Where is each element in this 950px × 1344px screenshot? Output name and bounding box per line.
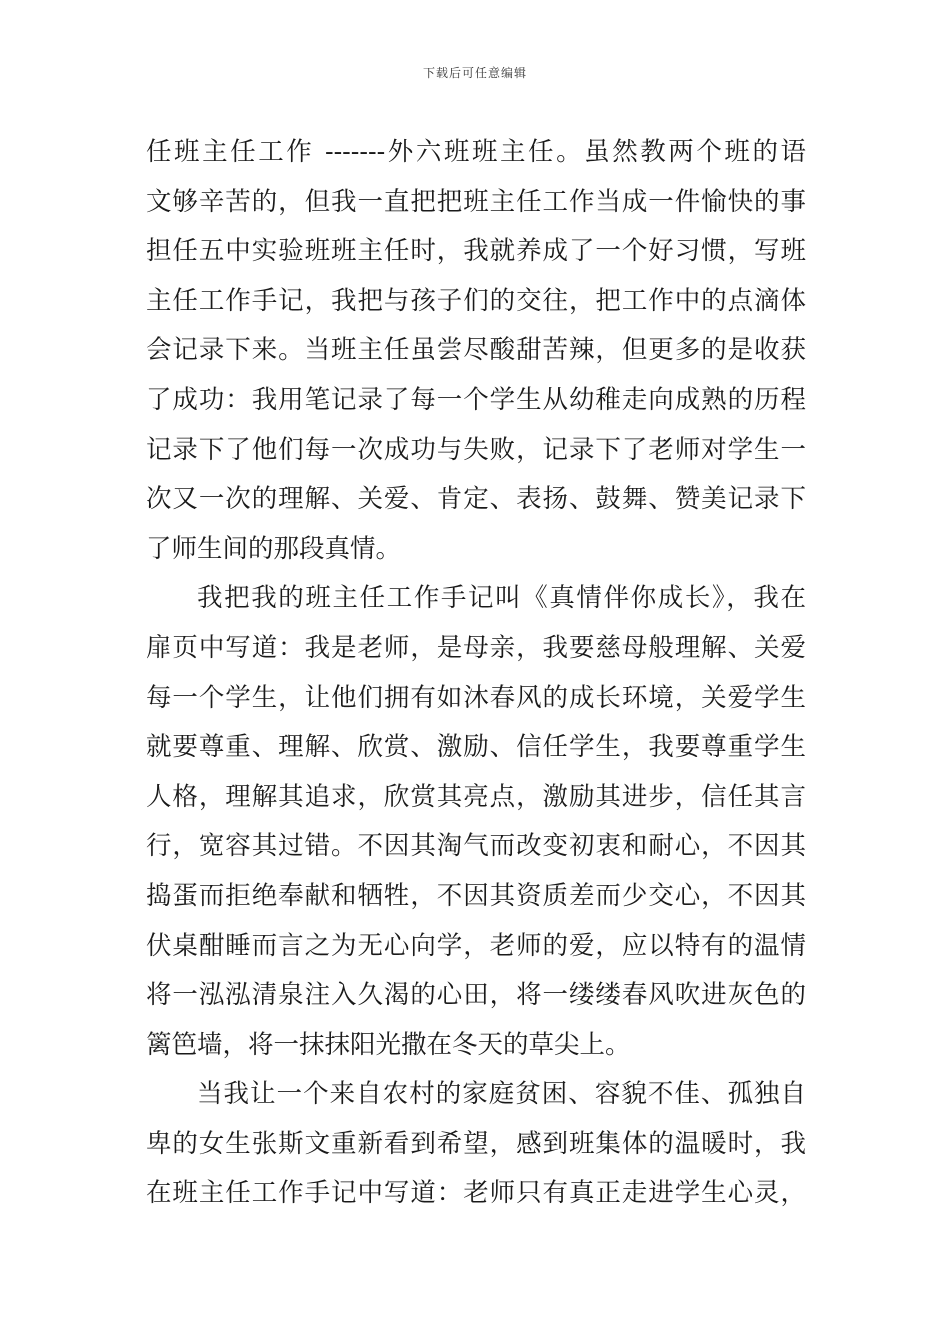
text-line: 记录下了他们每一次成功与失败，记录下了老师对学生一 bbox=[146, 434, 806, 465]
text-line: 将一泓泓清泉注入久渴的心田，将一缕缕春风吹进灰色的 bbox=[146, 980, 806, 1011]
document-body bbox=[146, 128, 806, 1219]
text-line: 行，宽容其过错。不因其淘气而改变初衷和耐心，不因其 bbox=[146, 831, 806, 862]
text-line: 伏桌酣睡而言之为无心向学，老师的爱，应以特有的温情 bbox=[146, 930, 806, 961]
paragraph-first-line: 当我让一个来自农村的家庭贫困、容貌不佳、孤独自 bbox=[197, 1079, 806, 1110]
text-line: 每一个学生，让他们拥有如沐春风的成长环境，关爱学生 bbox=[146, 682, 806, 713]
text-line: 篱笆墙，将一抹抹阳光撒在冬天的草尖上。 bbox=[146, 1029, 631, 1060]
text-line: 在班主任工作手记中写道：老师只有真正走进学生心灵， bbox=[146, 1178, 806, 1209]
text-line: 文够辛苦的，但我一直把把班主任工作当成一件愉快的事 bbox=[146, 186, 806, 217]
text-line: 会记录下来。当班主任虽尝尽酸甜苦辣，但更多的是收获 bbox=[146, 335, 806, 366]
paragraph-first-line: 我把我的班主任工作手记叫《真情伴你成长》，我在 bbox=[197, 583, 806, 614]
page-header: 下载后可任意编辑 bbox=[422, 66, 527, 80]
text-line: 了师生间的那段真情。 bbox=[146, 533, 402, 564]
text-line: 人格，理解其追求，欣赏其亮点，激励其进步，信任其言 bbox=[146, 781, 806, 812]
text-line: 就要尊重、理解、欣赏、激励、信任学生，我要尊重学生 bbox=[146, 732, 806, 763]
text-line: 卑的女生张斯文重新看到希望，感到班集体的温暖时，我 bbox=[146, 1128, 806, 1159]
text-line: 担任五中实验班班主任时，我就养成了一个好习惯，写班 bbox=[146, 236, 806, 267]
text-line: 了成功：我用笔记录了每一个学生从幼稚走向成熟的历程 bbox=[146, 384, 806, 415]
text-line: 捣蛋而拒绝奉献和牺牲，不因其资质差而少交心，不因其 bbox=[146, 880, 806, 911]
text-line: 次又一次的理解、关爱、肯定、表扬、鼓舞、赞美记录下 bbox=[146, 484, 806, 515]
text-line: 任班主任工作 -------外六班班主任。虽然教两个班的语 bbox=[146, 137, 806, 167]
text-line: 扉页中写道：我是老师，是母亲，我要慈母般理解、关爱 bbox=[146, 632, 806, 663]
text-line: 主任工作手记，我把与孩子们的交往，把工作中的点滴体 bbox=[146, 285, 806, 316]
